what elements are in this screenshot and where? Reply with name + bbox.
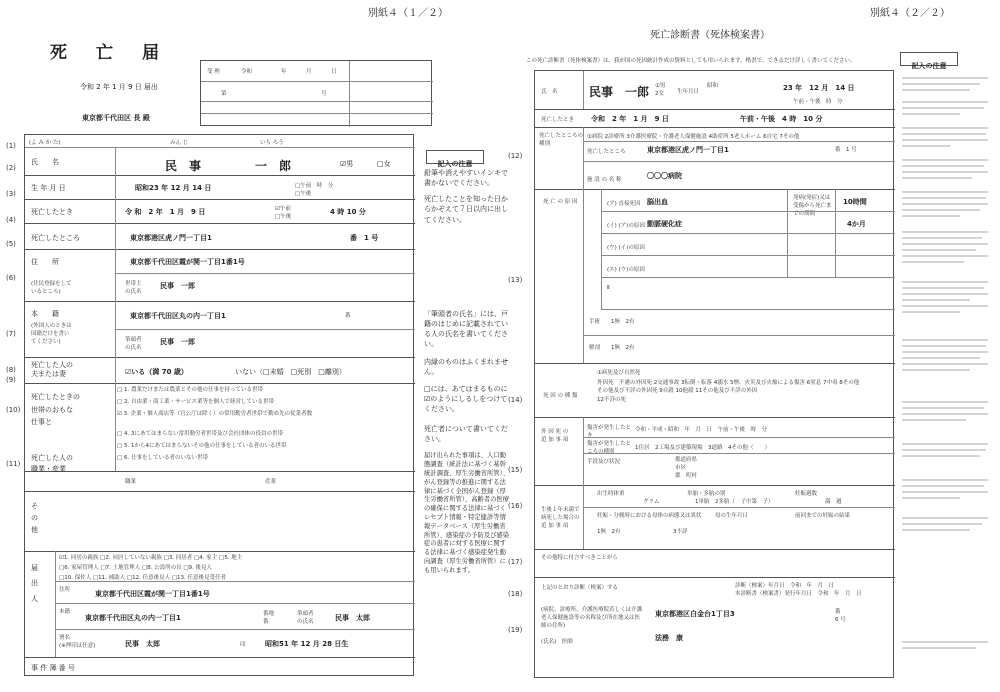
- householder-label: 世帯主 の氏名: [125, 281, 142, 295]
- death-place-banchi: 番 1 号: [350, 234, 379, 242]
- work-item[interactable]: □ 2. 自由業・商工業・サービス業等を個人で経営している世帯: [117, 399, 274, 405]
- infant-item: 出生時体重: [597, 491, 625, 497]
- cert-place-label: 死亡したところ: [587, 149, 626, 155]
- death-certificate-form: [534, 70, 894, 678]
- notes-text-lines: [900, 72, 992, 662]
- informant-hittou-label: 筆頭者 の氏名: [297, 611, 314, 625]
- note-item: 死亡者について書いてください。: [424, 424, 508, 444]
- cause-b: 動脈硬化症: [647, 220, 682, 228]
- filed-date: 令和 2 年 1 月 9 日 届出: [80, 83, 158, 91]
- occupation-label: 死亡した人の 職業・産業: [31, 454, 73, 474]
- row-num: (15): [508, 466, 523, 474]
- death-kind-text: ①病死及び自然死: [597, 370, 641, 376]
- row-num: (7): [6, 330, 16, 338]
- cert-cause-label: 死 亡 の 原 因: [543, 199, 578, 205]
- row-number-column-right: [508, 70, 532, 670]
- note-item: 「筆頭者の氏名」には、戸籍のはじめに記載されている人の氏名を書いてください。: [424, 309, 508, 349]
- informant-type-row[interactable]: □10. 保佐人 □11. 補助人 □12. 任意後見人 □13. 任意後見受任者: [59, 575, 227, 581]
- cert-facility-label: 施 設 の 名 称: [587, 177, 622, 183]
- autopsy-label: 解剖: [589, 345, 601, 351]
- work-options: [117, 385, 413, 461]
- notes-column-left: [424, 168, 510, 576]
- autopsy-options: 1無 2有: [611, 345, 635, 351]
- honseki-sub: (外国人のときは 国籍だけを書い てください): [31, 323, 72, 345]
- notes-title-right: 記入の注意: [911, 62, 947, 70]
- informant-banchi: 番地 番: [263, 611, 275, 625]
- informant-seal: 印: [240, 642, 246, 648]
- occupation-col: 職業: [125, 479, 137, 485]
- infant-item: 前回までの妊娠の結果: [795, 513, 851, 519]
- work-item[interactable]: ☑ 3. 企業・個人商店等（官公庁は除く）の常用勤労者世帯で勤め先の従業者数: [117, 411, 313, 417]
- reception-year: 年: [281, 69, 287, 75]
- reception-era: 令和: [241, 69, 253, 75]
- doctor-intro: 上記のとおり診断（検案）する: [541, 585, 619, 591]
- spouse-label: 死亡した人の 夫または妻: [31, 361, 73, 379]
- informant-types: [59, 553, 413, 581]
- doctor-name-label: (氏名) 医師: [541, 639, 573, 645]
- infant-item: 3不詳: [673, 529, 688, 535]
- surgery-options: 1無 2有: [611, 319, 635, 325]
- external-pref: 都道府県 市区 郡 町村: [675, 457, 698, 479]
- informant-address: 東京都千代田区霞が関一丁目1番1号: [95, 590, 210, 598]
- work-item[interactable]: □ 1. 農業だけまたは農業とその他の仕事を持っている世帯: [117, 387, 263, 393]
- row-num: (13): [508, 276, 523, 284]
- note-item: 死亡したことを知った日からかぞえて７日以内に出してください。: [424, 195, 508, 224]
- cert-place-type-label: 死亡したところの種別: [539, 133, 584, 147]
- cause-row: (エ) (ウ)の原因: [607, 267, 645, 273]
- informant-address-label: 住所: [59, 587, 71, 593]
- section-ii: Ⅱ: [607, 285, 610, 291]
- householder-name: 民事 一郎: [160, 282, 195, 290]
- reception-go: 号: [321, 91, 327, 97]
- infant-item: 満 週: [825, 499, 842, 505]
- informant-honseki: 東京都千代田区丸の内一丁目1: [85, 614, 181, 622]
- death-label: 死亡したとき: [31, 208, 73, 216]
- name-reading-surname: みん じ: [170, 140, 189, 146]
- cert-death-label: 死亡したとき: [541, 117, 575, 123]
- cert-death-time: 午前・午後 4 時 10 分: [740, 115, 823, 123]
- form-title-left: 死 亡 届: [50, 43, 165, 63]
- addressee: 東京都千代田区 長 殿: [82, 114, 150, 122]
- work-item[interactable]: □ 4. 3にあてはまらない常用勤労者世帯及び会社団体の役員の世帯: [117, 431, 283, 437]
- row-num: (16): [508, 502, 523, 510]
- doctor-name: 法務 康: [655, 634, 683, 642]
- hittousha-name: 民事 一郎: [160, 338, 195, 346]
- cert-facility-value: 〇〇〇病院: [647, 172, 682, 180]
- reception-label: 受 理: [207, 69, 220, 75]
- note-item: 届け出られた事項は、人口動態調査（統計法に基づく基幹統計調査、厚生労働省所管）、がん登録等の推進に関する法律に基づく全国がん登録（厚生労働省所管）、高齢者の医療の確保に関する法律に基づくレセプト情報・特定健診等情報データベース（厚生労働省所管）、感染症の予防及び感染症の患者に対する医療に関する法律に基づく感染症発生動向調査（厚生労働省所管）にも用いられます。: [424, 452, 510, 574]
- sex-female-checkbox[interactable]: □女: [377, 160, 391, 168]
- row-num: (12): [508, 152, 523, 160]
- death-place-value: 東京都港区虎ノ門一丁目1: [130, 234, 212, 242]
- reception-dai: 第: [221, 91, 227, 97]
- cert-birth-time: 午前・午後 時 分: [793, 99, 843, 105]
- doctor-place-label: (病院、診療所、介護医療院若しくは介護老人保健施設等の名称及び所在地又は医師の住所): [541, 607, 643, 629]
- note-item: 鉛筆や消えやすいインキで書かないでください。: [424, 169, 508, 188]
- address-sub: (住民登録をして いるところ): [31, 281, 72, 295]
- cert-birth-era: 昭和: [707, 83, 719, 89]
- infant-label: 生後１年未満で 病死した場合の 追 加 事 項: [541, 507, 580, 529]
- row-num: (8): [6, 366, 16, 374]
- external-place: 1住居 2工場及び建築現場 3道路 4その他（ ）: [635, 445, 770, 451]
- cause-a: 脳出血: [647, 198, 668, 206]
- death-kind-ext: 外因死 不慮の外因死 2交通事故 3転倒・転落 4溺水 5煙、火災及び火焔による傷害 6窒息 7中毒 8その他 その他及び不詳の外因死 9自殺 10他殺 11その他及び不詳の外因 12不詳の死: [597, 380, 860, 403]
- note-item: □には、あてはまるものに☑のようにしるしをつけてください。: [424, 384, 508, 413]
- case-number-label: 事 件 簿 番 号: [31, 664, 75, 672]
- honseki-label: 本 籍: [31, 310, 59, 318]
- cert-name-value: 民事 一郎: [589, 85, 650, 99]
- surname-value: 民 事: [165, 159, 202, 173]
- row-num: (2): [6, 164, 16, 172]
- name-label: 氏 名: [31, 158, 59, 166]
- reception-box: [200, 60, 432, 126]
- death-notice-form: (よ み か た) みん じ いち ろう 氏 名 民 事 一 郎 ☑男 □女 生 年 月 日 昭和23 年 12 月 14 日 □午前 時 分 □午後 死亡したとき 令 和 2 年 1 月 9 日 ☑午前 □午後 4 時 10 分 死亡したところ 東京都港区虎ノ門一丁目1 番 1 号 住 所 東京都千代田区霞が関一丁目1番1号 (住民登録をして いるところ) 世帯主 の氏名 民事 一郎 本 籍 東京都千代田区丸の内一丁目1 番 (外国人のときは 国籍だけを書い てください) 筆頭者 の氏名 民事 一郎 死亡した人の 夫または妻 ☑いる（満 70 歳） いない（□未婚 □死別 □離別） 死亡したときの 世帯のおもな 仕事と □ 1. 農業だけまたは農業とその他の仕事を持っている世帯 □ 2. 自由業・商工業・サービス業等を個人で経営している世帯 ☑ 3. 企業・個人商店等（官公庁は除く）の常用勤労者世帯で勤め先の従業者数 □ 4. 3にあてはまらない常用勤労者世帯及び会社団体の役員の世帯 □ 5. 1から4にあてはまらないその他の仕事をしている者のいる世帯 □ 6. 仕事をしている者のいない世帯 死亡した人の 職業・産業 職業 産業 そ の 他 届 出 人 ☑1. 同居の親族 □2. 同居していない親族 □3. 同居者 □4. 家主 □5. 地主 □6. 家屋管理人 □7. 土地管理人 □8. 公設所の長 □9. 後見人 □10. 保佐人 □11. 補助人 □12. 任意後見人 □13. 任意後見受任者 住所 東京都千代田区霞が関一丁目1番1号 本籍 東京都千代田区丸の内一丁目1 番地 番 筆頭者 の氏名 民事 太郎 署名 (※押印は任意) 民事 太郎 印 昭和51 年 12 月 28 日生 事 件 簿 番 号: [24, 134, 414, 676]
- birth-value: 昭和23 年 12 月 14 日: [135, 184, 212, 192]
- notes-title-right-box: [900, 52, 958, 70]
- external-time: 令和・平成・昭和 年 月 日 午前・午後 時 分: [635, 427, 768, 433]
- informant-label: 届 出 人: [31, 564, 38, 603]
- row-num: (19): [508, 626, 523, 634]
- infant-item: 母の生年月日: [715, 513, 749, 519]
- infant-item: 1単胎 2多胎（ 子中第 子）: [695, 499, 774, 505]
- cert-place-banchi: 番 1 号: [835, 147, 857, 153]
- reception-month: 月: [306, 69, 312, 75]
- onset-b: 4か月: [847, 220, 866, 228]
- row-num: (1): [6, 142, 16, 150]
- address-value: 東京都千代田区霞が関一丁目1番1号: [130, 258, 245, 266]
- intro-text: この死亡診断書（死体検案書）は、我が国の死因統計作成の資料としても用いられます。楷書で、できるだけ詳しく書いてください。: [526, 58, 856, 64]
- informant-sign-label: 署名 (※押印は任意): [59, 635, 96, 649]
- spouse-value: ☑いる（満 70 歳）: [125, 368, 188, 376]
- cert-name-label: 氏 名: [541, 89, 558, 95]
- informant-hittou: 民事 太郎: [335, 614, 370, 622]
- address-label: 住 所: [31, 258, 59, 266]
- cert-place-value: 東京都港区虎ノ門一丁目1: [647, 146, 729, 154]
- row-num: (10): [6, 406, 21, 414]
- row-num: (18): [508, 590, 523, 598]
- surgery-label: 手術: [589, 319, 601, 325]
- doctor-dates: 診断（検案）年月日 令和 年 月 日 本診断書（検案書）発行年月日 令和 年 月 日: [735, 583, 862, 597]
- hittousha-label: 筆頭者 の氏名: [125, 337, 142, 351]
- note-item: 内縁のものはふくまれません。: [424, 358, 508, 377]
- external-row: 手段及び状況: [587, 459, 621, 465]
- notes-title-left-box: [426, 150, 484, 168]
- onset-a: 10時間: [843, 198, 867, 206]
- death-ampm: ☑午前 □午後: [275, 206, 292, 220]
- doctor-address: 東京都港区白金台1丁目3: [655, 610, 735, 618]
- page-label-right: 別紙４（２／２）: [870, 8, 950, 19]
- spouse-options: いない（□未婚 □死別 □離別）: [235, 368, 346, 376]
- death-date: 令 和 2 年 1 月 9 日: [125, 208, 206, 216]
- row-num: (11): [6, 460, 21, 468]
- infant-item: 1無 2有: [597, 529, 621, 535]
- row-num: (14): [508, 396, 523, 404]
- industry-col: 産業: [265, 479, 277, 485]
- row-num: (6): [6, 274, 16, 282]
- notes-title-left: 記入の注意: [437, 160, 473, 168]
- page-label-left: 別紙４（１／２）: [368, 8, 448, 19]
- other-label: そ の 他: [31, 502, 38, 534]
- infant-item: 単胎・多胎の別: [687, 491, 726, 497]
- infant-item: 妊娠週数: [795, 491, 818, 497]
- row-num: (17): [508, 558, 523, 566]
- cert-sex: ①男 2女: [655, 83, 666, 97]
- informant-birth: 昭和51 年 12 月 28 日生: [265, 640, 349, 648]
- informant-signature: 民事 太郎: [125, 640, 160, 648]
- doctor-banchi: 番 6 号: [835, 609, 846, 623]
- cause-row: (イ) (ア)の原因: [607, 223, 645, 229]
- death-place-label: 死亡したところ: [31, 234, 80, 242]
- informant-type-row[interactable]: ☑1. 同居の親族 □2. 同居していない親族 □3. 同居者 □4. 家主 □5. 地主: [59, 555, 243, 561]
- infant-item: グラム: [643, 499, 660, 505]
- cert-death-date: 令和 2 年 1 月 9 日: [591, 115, 669, 123]
- infant-item: 妊娠・分娩時における母体の病態又は異状: [597, 513, 702, 519]
- external-row: 傷害が発生したところの種別: [587, 441, 632, 455]
- work-item[interactable]: □ 5. 1から4にあてはまらないその他の仕事をしている者のいる世帯: [117, 443, 287, 449]
- row-num: (9): [6, 376, 16, 384]
- reception-day: 日: [331, 69, 337, 75]
- birth-time: □午前 時 分 □午後: [295, 183, 334, 197]
- notes-column-right: [900, 72, 992, 662]
- informant-type-row[interactable]: □6. 家屋管理人 □7. 土地管理人 □8. 公設所の長 □9. 後見人: [59, 565, 213, 571]
- work-item[interactable]: □ 6. 仕事をしている者のいない世帯: [117, 455, 208, 461]
- row-num: (5): [6, 240, 16, 248]
- cert-birth-value: 23 年 12 月 14 日: [783, 84, 855, 92]
- work-label: 死亡したときの 世帯のおもな 仕事と: [31, 393, 80, 427]
- row-num: (3): [6, 190, 16, 198]
- external-label: 外 因 死 の 追 加 事 項: [541, 429, 569, 443]
- name-reading-given: いち ろう: [260, 140, 284, 146]
- cause-row: (ウ) (イ)の原因: [607, 245, 645, 251]
- birth-label: 生 年 月 日: [31, 184, 66, 192]
- row-num: (4): [6, 216, 16, 224]
- honseki-banchi: 番: [345, 313, 351, 319]
- sex-male-checkbox[interactable]: ☑男: [340, 160, 354, 168]
- cert-place-types: ①病院 2診療所 3介護医療院・介護老人保健施設 4助産所 5老人ホーム 6自宅 7その他: [587, 134, 800, 140]
- given-name-value: 一 郎: [255, 159, 292, 173]
- onset-label: 発病(発症)又は受傷から死亡までの期間: [793, 195, 832, 217]
- external-row: 傷害が発生したとき: [587, 425, 632, 439]
- informant-honseki-label: 本籍: [59, 609, 71, 615]
- death-time: 4 時 10 分: [330, 208, 366, 216]
- form-title-right: 死亡診断書（死体検案書）: [650, 30, 770, 41]
- death-kind-label: 死 因 の 種 類: [543, 393, 578, 399]
- honseki-value: 東京都千代田区丸の内一丁目1: [130, 312, 226, 320]
- cause-row: (ア) 直接死因: [607, 201, 641, 207]
- special-label: その他特に付言すべきことがら: [541, 555, 618, 561]
- cert-birth-label: 生年月日: [677, 89, 700, 95]
